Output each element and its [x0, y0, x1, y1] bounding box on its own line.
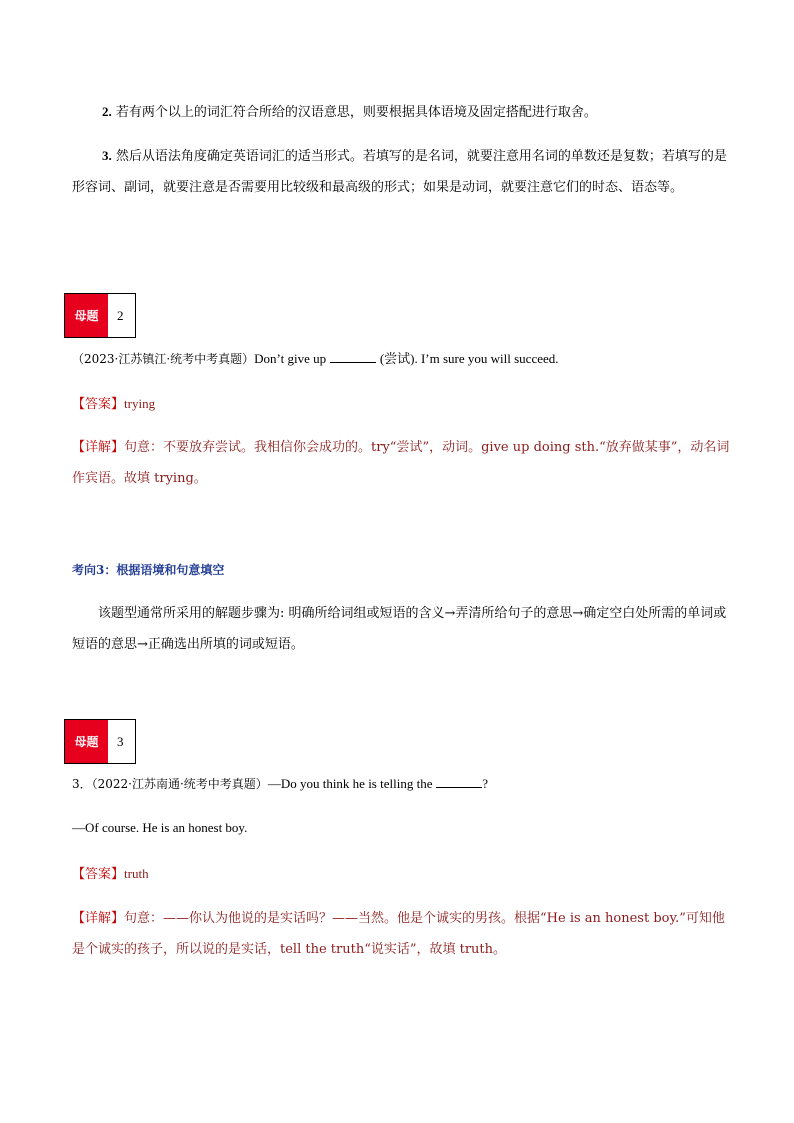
tag-label: 母题	[65, 294, 108, 337]
answer-label: 【答案】	[72, 867, 125, 882]
answer-blank	[436, 775, 482, 788]
answer-value: trying	[124, 396, 156, 411]
step-3-text: 然后从语法角度确定英语词汇的适当形式。若填写的是名词，就要注意用名词的单数还是复数；若填写的是形容词、副词，就要注意是否需要用比较级和最高级的形式；如果是动词，就要注意它们的时态、语态等。	[72, 149, 727, 195]
step-3-number: 3.	[102, 148, 112, 163]
question-2-end: ?	[482, 776, 489, 791]
answer-label: 【答案】	[72, 397, 125, 412]
question-1-hint: (尝试). I’m sure you will succeed.	[379, 351, 559, 366]
tag-label: 母题	[65, 720, 108, 763]
step-2-text: 若有两个以上的词汇符合所给的汉语意思，则要根据具体语境及固定搭配进行取舍。	[115, 105, 597, 120]
step-2	[72, 96, 732, 128]
answer-value: truth	[124, 866, 149, 881]
answer-1	[72, 393, 155, 412]
question-2-text: —Do you think he is telling the	[267, 776, 433, 791]
answer-blank	[330, 350, 376, 363]
detail-1	[72, 432, 732, 494]
question-2-reply	[72, 820, 732, 836]
detail-label: 【详解】	[72, 911, 125, 926]
mother-question-tag-1	[64, 293, 136, 338]
detail-2	[72, 903, 732, 965]
tag-number: 3	[117, 733, 124, 749]
question-2-source: 3．（2022·江苏南通·统考中考真题）	[72, 777, 268, 791]
step-2-number: 2.	[102, 104, 112, 119]
question-2	[72, 775, 732, 792]
answer-2	[72, 863, 149, 882]
reply-text: —Of course. He is an honest boy.	[72, 820, 248, 835]
mother-question-tag-2	[64, 719, 136, 764]
section-intro: 该题型通常所采用的解题步骤为: 明确所给词组或短语的含义→弄清所给句子的意思→确定空白处所需的单词或短语的意思→正确选出所填的词或短语。	[72, 606, 727, 652]
question-1-text: Don’t give up	[254, 351, 327, 366]
step-3	[72, 140, 732, 203]
detail-text: 句意：——你认为他说的是实话吗？——当然。他是个诚实的男孩。根据“He is an honest boy.”可知他是个诚实的孩子，所以说的是实话，tell the truth“说实话”，故填 truth。	[72, 911, 725, 957]
detail-label: 【详解】	[72, 440, 125, 455]
question-1	[72, 348, 732, 367]
detail-text: 句意：不要放弃尝试。我相信你会成功的。try“尝试”，动词。give up doing sth.“放弃做某事”，动名词作宾语。故填 trying。	[72, 440, 730, 486]
question-1-source: （2023·江苏镇江·统考中考真题）	[72, 352, 255, 366]
section-heading: 考向3：根据语境和句意填空	[72, 563, 225, 577]
tag-number: 2	[117, 307, 124, 323]
